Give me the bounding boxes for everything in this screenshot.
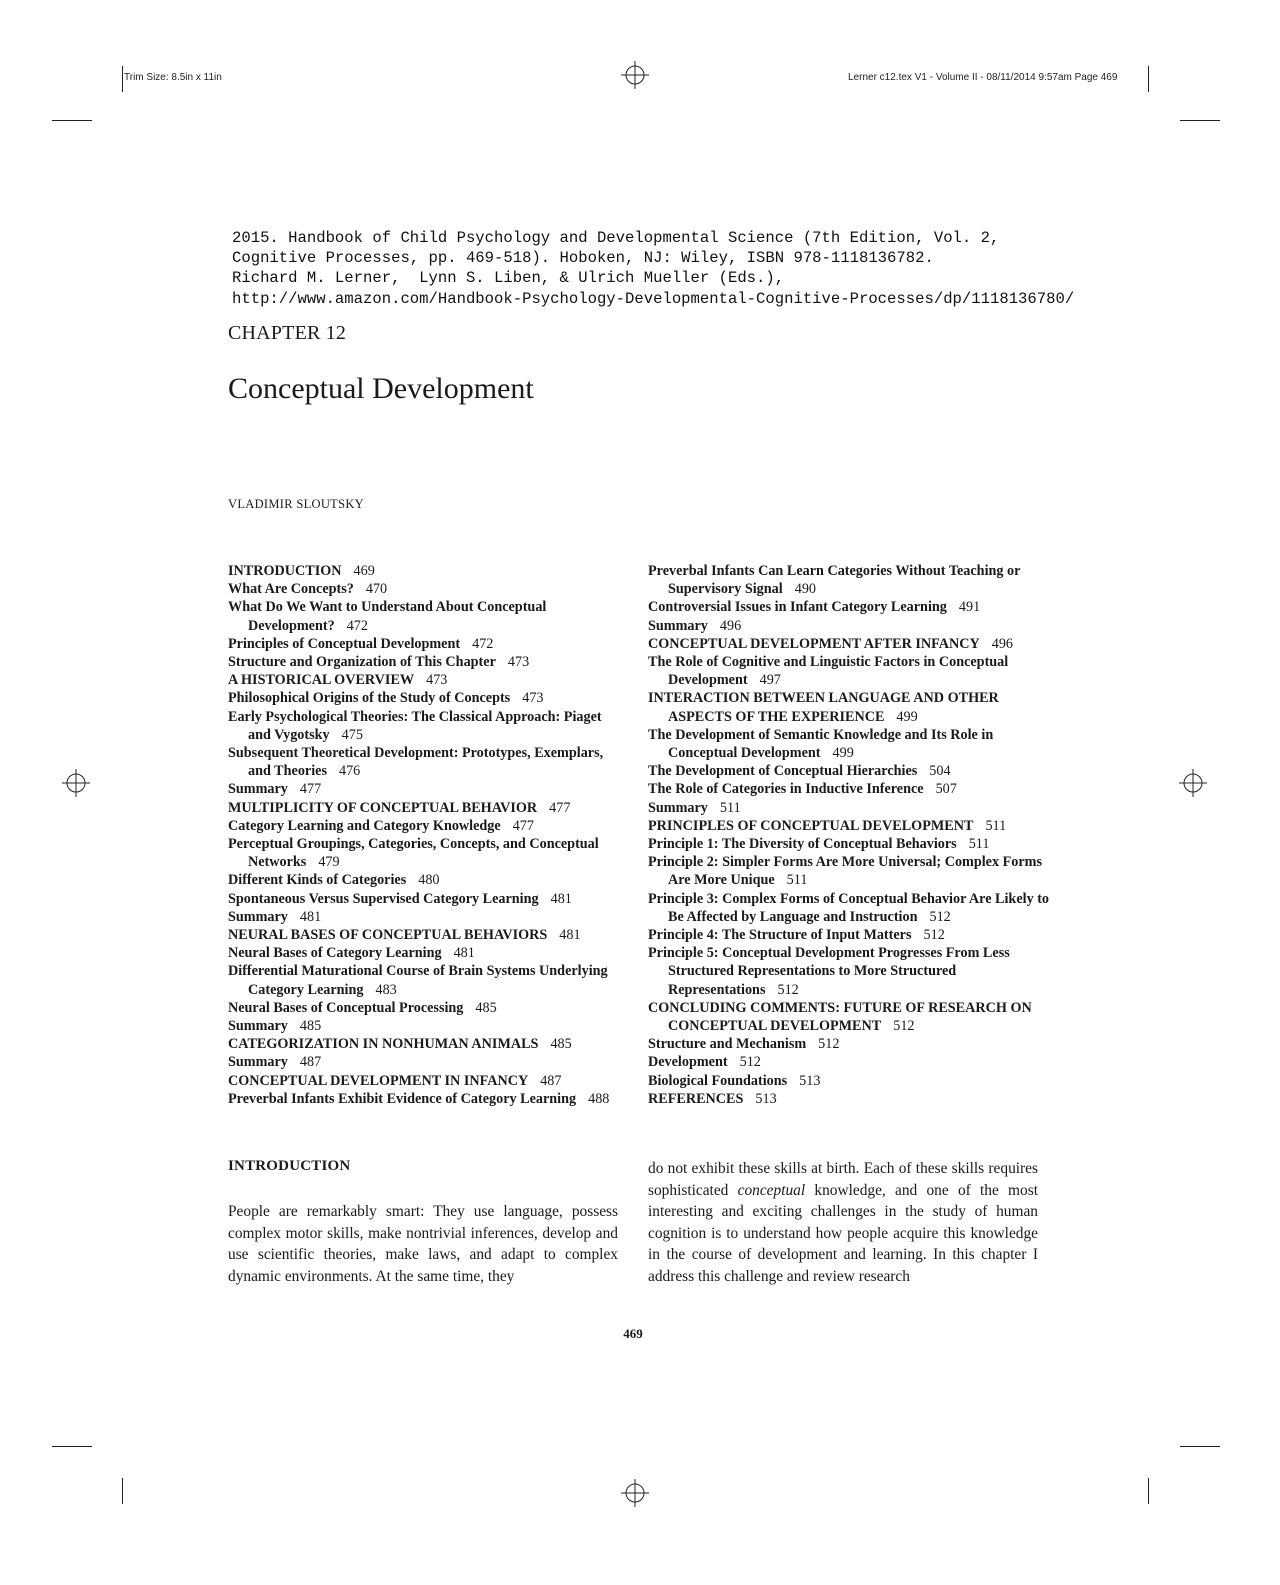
registration-mark-icon [620,1478,650,1508]
toc-entry-page: 469 [353,563,375,579]
toc-entry-title: Perceptual Groupings, Categories, Concepts, and Conceptual Networks [228,836,599,871]
toc-entry-title: Philosophical Origins of the Study of Concepts [228,690,511,707]
toc-entry-page: 496 [991,635,1014,652]
toc-entry[interactable] [228,1053,628,1071]
crop-mark-bottom-left-vertical [122,1478,123,1504]
toc-entry[interactable] [648,762,1058,780]
toc-entry-title: Subsequent Theoretical Development: Prototypes, Exemplars, and Theories [228,745,604,780]
crop-mark-top-left-vertical [122,66,123,92]
toc-entry-title: Category Learning and Category Knowledge [228,817,501,834]
toc-entry-page: 513 [799,1072,821,1089]
toc-entry[interactable] [648,999,1058,1035]
body-paragraph-left: People are remarkably smart: They use language, possess complex motor skills, make nontrivial inferences, develop and use scientific theories, make laws, and adapt to complex dynamic environments. At the same time, they [228,1203,618,1285]
toc-entry[interactable] [648,726,1058,762]
toc-entry-title: Differential Maturational Course of Brain Systems Underlying Category Learning [228,963,608,998]
toc-entry[interactable] [648,890,1058,926]
toc-entry-title: INTRODUCTION [228,563,342,579]
toc-entry-title: Summary [228,908,288,925]
toc-entry[interactable] [228,926,628,944]
crop-mark-bottom-right-horizontal [1180,1446,1220,1447]
crop-mark-bottom-left-horizontal [52,1446,92,1447]
toc-entry-page: 481 [299,908,322,925]
toc-entry-page: 512 [739,1054,761,1071]
toc-entry-page: 496 [719,617,742,634]
toc-entry[interactable] [228,635,628,653]
toc-entry-page: 511 [985,817,1007,834]
toc-entry-title: Summary [228,1054,288,1071]
toc-entry[interactable] [648,689,1058,725]
toc-entry[interactable] [228,962,628,998]
toc-entry-title: Preverbal Infants Can Learn Categories Without Teaching or Supervisory Signal [648,563,1021,598]
citation-block [232,228,1074,309]
toc-entry-title: The Role of Categories in Inductive Inference [648,781,924,798]
body-emphasis: conceptual [737,1181,806,1199]
citation-url[interactable]: http://www.amazon.com/Handbook-Psychology-Developmental-Cognitive-Processes/dp/1118136780/ [232,289,1075,308]
registration-mark-icon [1178,768,1208,798]
chapter-author: VLADIMIR SLOUTSKY [228,497,365,511]
registration-mark-icon [620,60,650,90]
toc-entry[interactable] [648,1090,1058,1108]
toc-entry-title: Structure and Organization of This Chapter [228,654,496,671]
toc-entry-title: Structure and Mechanism [648,1036,807,1053]
toc-entry-title: The Role of Cognitive and Linguistic Factors in Conceptual Development [648,654,1009,689]
toc-entry-page: 481 [559,927,581,944]
toc-entry-page: 507 [935,781,957,798]
toc-entry-page: 473 [426,672,448,689]
toc-entry-page: 512 [923,927,945,944]
toc-entry-title: Early Psychological Theories: The Classical Approach: Piaget and Vygotsky [228,708,602,743]
toc-entry[interactable] [648,1072,1058,1090]
toc-entry-page: 480 [418,872,440,889]
toc-entry-page: 512 [777,981,799,998]
toc-entry-title: Preverbal Infants Exhibit Evidence of Category Learning [228,1090,577,1107]
body-text: do not exhibit these skills at birth. Each of these skills requires sophisticated [648,1160,1038,1199]
toc-entry[interactable] [648,635,1058,653]
toc-entry[interactable] [648,780,1058,798]
toc-entry[interactable] [228,653,628,671]
toc-entry-page: 487 [299,1054,322,1071]
toc-entry-title: Principle 2: Simpler Forms Are More Universal; Complex Forms Are More Unique [648,854,1043,889]
body-paragraph-right [648,1158,1038,1287]
toc-entry-title: Spontaneous Versus Supervised Category Learning [228,890,539,907]
toc-entry[interactable] [228,817,628,835]
toc-entry-page: 499 [896,708,918,725]
toc-entry-page: 487 [540,1072,562,1089]
toc-entry-title: CONCEPTUAL DEVELOPMENT IN INFANCY [228,1072,529,1089]
toc-entry-page: 476 [338,763,361,780]
toc-entry-page: 488 [588,1090,610,1107]
toc-entry[interactable] [228,562,628,580]
trim-size-label: Trim Size: 8.5in x 11in [124,72,222,83]
toc-entry-page: 477 [549,799,571,816]
toc-entry[interactable] [228,799,628,817]
toc-entry-title: MULTIPLICITY OF CONCEPTUAL BEHAVIOR [228,799,538,816]
toc-entry-page: 477 [512,817,534,834]
toc-entry-page: 472 [346,617,368,634]
page-number: 469 [623,1326,643,1341]
toc-entry[interactable] [648,835,1058,853]
toc-entry[interactable] [228,890,628,908]
toc-left-column [228,562,628,1108]
crop-mark-top-right-vertical [1148,66,1149,92]
toc-entry-title: CONCLUDING COMMENTS: FUTURE OF RESEARCH ON CONCEPTUAL DEVELOPMENT [648,999,1032,1035]
toc-entry[interactable] [648,617,1058,635]
chapter-title: Conceptual Development [228,372,534,405]
toc-entry-page: 473 [507,654,530,671]
toc-entry-title: CONCEPTUAL DEVELOPMENT AFTER INFANCY [648,635,980,652]
toc-entry-page: 513 [755,1090,777,1107]
toc-entry[interactable] [228,1017,628,1035]
toc-entry-page: 481 [453,945,475,962]
toc-entry-title: INTERACTION BETWEEN LANGUAGE AND OTHER ASPECTS OF THE EXPERIENCE [648,690,999,725]
toc-entry-page: 475 [341,726,363,743]
toc-entry[interactable] [648,926,1058,944]
toc-entry-title: Principle 1: The Diversity of Conceptual Behaviors [648,836,957,853]
toc-entry-title: What Are Concepts? [228,581,354,598]
citation-line: 2015. Handbook of Child Psychology and Developmental Science (7th Edition, Vol. 2, [232,229,1000,247]
toc-entry[interactable] [228,999,628,1017]
toc-entry-page: 491 [958,599,981,616]
toc-entry-title: Neural Bases of Conceptual Processing [228,999,464,1016]
toc-entry[interactable] [648,944,1058,999]
toc-entry-title: A HISTORICAL OVERVIEW [228,672,415,689]
citation-line: Richard M. Lerner, Lynn S. Liben, & Ulrich Mueller (Eds.), [232,269,785,288]
toc-entry[interactable] [228,580,628,598]
toc-entry-page: 490 [794,581,816,598]
toc-entry[interactable] [228,708,628,744]
toc-entry-title: Summary [228,781,288,798]
toc-entry[interactable] [228,835,628,871]
toc-entry[interactable] [228,1072,628,1090]
toc-entry[interactable] [228,780,628,798]
toc-entry-title: Principle 3: Complex Forms of Conceptual Behavior Are Likely to Be Affected by Language and Instruction [648,890,1050,925]
toc-entry-title: Controversial Issues in Infant Category Learning [648,599,947,616]
toc-entry-page: 511 [719,799,741,816]
toc-entry[interactable] [648,853,1058,889]
section-heading: INTRODUCTION [228,1158,351,1174]
body-text: knowledge, and one of the most interesting and exciting challenges in the study of human cognition is to understand how people acquire this knowledge in the course of development and learning. In this chapter I address this challenge and review research [648,1181,1038,1285]
toc-entry-page: 472 [472,635,494,652]
toc-entry[interactable] [648,799,1058,817]
toc-entry[interactable] [648,817,1058,835]
toc-entry-title: Neural Bases of Category Learning [228,945,442,962]
toc-entry[interactable] [228,671,628,689]
toc-entry-title: Principle 4: The Structure of Input Matters [648,927,912,944]
crop-mark-bottom-right-vertical [1148,1478,1149,1504]
toc-entry-title: Summary [228,1018,288,1035]
running-header-info: Lerner c12.tex V1 - Volume II - 08/11/2014 9:57am Page 469 [848,72,1118,83]
toc-entry-title: PRINCIPLES OF CONCEPTUAL DEVELOPMENT [648,817,974,834]
toc-entry-page: 512 [818,1036,840,1053]
toc-entry[interactable] [228,944,628,962]
crop-mark-top-left-horizontal [52,120,92,121]
toc-entry-title: Development [648,1054,728,1071]
toc-entry[interactable] [648,653,1058,689]
toc-entry-title: Principle 5: Conceptual Development Progresses From Less Structured Representations to More Structured Representations [648,945,1010,998]
toc-entry-title: REFERENCES [648,1090,744,1107]
toc-entry[interactable] [228,689,628,707]
toc-entry-page: 479 [318,854,340,871]
toc-entry-page: 504 [929,763,951,780]
toc-entry-title: Summary [648,799,708,816]
toc-entry[interactable] [228,744,628,780]
toc-entry-page: 477 [299,781,322,798]
toc-entry-page: 470 [365,581,388,598]
toc-entry-page: 497 [759,672,781,689]
toc-entry-page: 511 [968,836,990,853]
toc-entry[interactable] [228,1090,628,1108]
toc-entry-page: 485 [299,1018,322,1035]
toc-entry-title: Biological Foundations [648,1072,788,1089]
toc-entry[interactable] [648,598,1058,616]
toc-entry[interactable] [648,1035,1058,1053]
toc-right-column [648,562,1058,1108]
toc-entry-title: CATEGORIZATION IN NONHUMAN ANIMALS [228,1036,539,1053]
toc-entry-title: Summary [648,617,708,634]
toc-entry-page: 481 [550,890,572,907]
toc-entry-page: 483 [375,981,397,998]
toc-entry-page: 499 [832,745,854,762]
toc-entry-title: The Development of Semantic Knowledge and Its Role in Conceptual Development [648,726,994,762]
citation-line: Cognitive Processes, pp. 469-518). Hoboken, NJ: Wiley, ISBN 978-1118136782. [232,249,934,268]
toc-entry-title: The Development of Conceptual Hierarchies [648,763,918,780]
toc-entry[interactable] [228,598,628,634]
toc-entry[interactable] [648,562,1058,598]
toc-entry[interactable] [228,1035,628,1053]
toc-entry-title: NEURAL BASES OF CONCEPTUAL BEHAVIORS [228,927,548,944]
chapter-label: CHAPTER 12 [228,322,347,344]
toc-entry[interactable] [228,908,628,926]
toc-entry-page: 511 [786,872,808,889]
toc-entry[interactable] [648,1053,1058,1071]
toc-entry[interactable] [228,871,628,889]
toc-entry-page: 485 [475,999,497,1016]
toc-entry-title: Different Kinds of Categories [228,872,407,889]
toc-entry-title: What Do We Want to Understand About Conceptual Development? [228,599,547,634]
toc-entry-page: 512 [893,1018,915,1035]
toc-entry-page: 485 [550,1036,572,1053]
crop-mark-top-right-horizontal [1180,120,1220,121]
toc-entry-title: Principles of Conceptual Development [228,635,461,652]
toc-entry-page: 473 [522,690,544,707]
toc-entry-page: 512 [929,908,951,925]
registration-mark-icon [61,768,91,798]
